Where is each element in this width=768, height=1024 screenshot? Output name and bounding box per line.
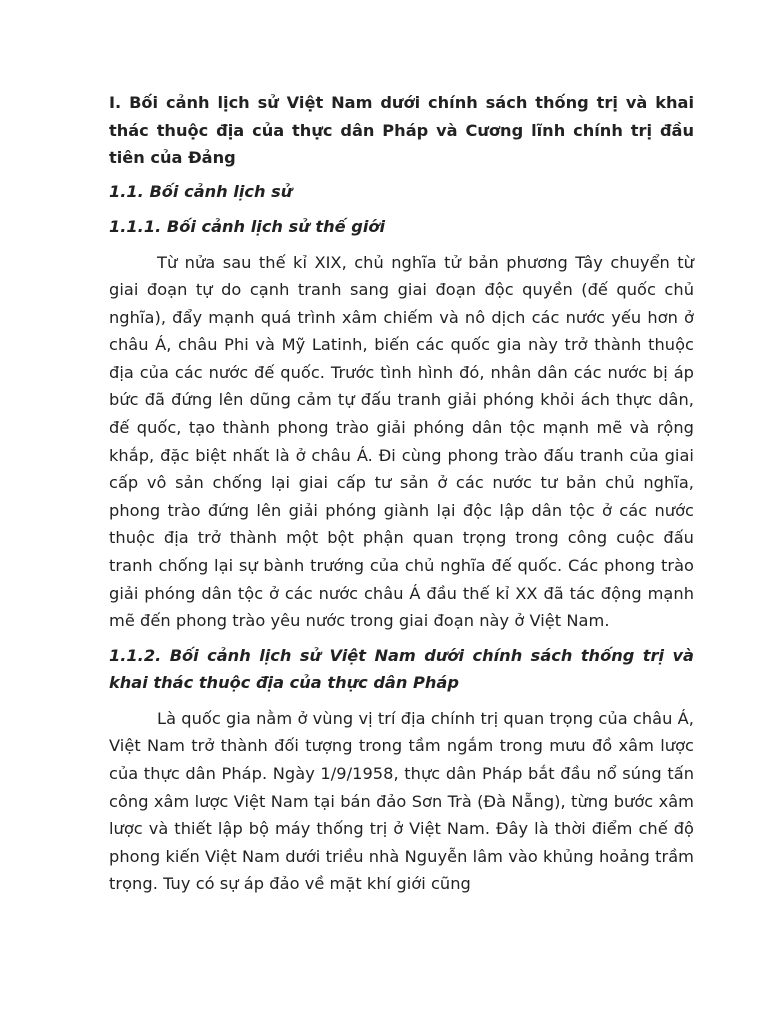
paragraph-vietnam-context: Là quốc gia nằm ở vùng vị trí địa chính trị quan trọng của châu Á, Việt Nam trở thành đối tượng trong tầm ngắm trong mưu đồ xâm lược của thực dân Pháp. Ngày 1/9/1958, thực dân Pháp bắt đầu nổ súng tấn công xâm lược Việt Nam tại bán đảo Sơn Trà (Đà Nẵng), từng bước xâm lược và thiết lập bộ máy thống trị ở Việt Nam. Đây là thời điểm chế độ phong kiến Việt Nam dưới triều nhà Nguyễn lâm vào khủng hoảng trầm trọng. Tuy có sự áp đảo về mặt khí giới cũng [109, 708, 694, 894]
section-heading-1-1-2: 1.1.2. Bối cảnh lịch sử Việt Nam dưới chính sách thống trị và khai thác thuộc địa của thực dân Pháp [109, 645, 694, 693]
section-heading-1-1-1: 1.1.1. Bối cảnh lịch sử thế giới [109, 217, 386, 236]
document-page [109, 89, 694, 905]
main-heading: I. Bối cảnh lịch sử Việt Nam dưới chính sách thống trị và khai thác thuộc địa của thực dân Pháp và Cương lĩnh chính trị đầu tiên của Đảng [109, 93, 694, 167]
paragraph-world-context: Từ nửa sau thế kỉ XIX, chủ nghĩa tử bản phương Tây chuyển từ giai đoạn tự do cạnh tranh sang giai đoạn độc quyền (đế quốc chủ nghĩa), đẩy mạnh quá trình xâm chiếm và nô dịch các nước yếu hơn ở châu Á, châu Phi và Mỹ Latinh, biến các quốc gia này trở thành thuộc địa của các nước đế quốc. Trước tình hình đó, nhân dân các nước bị áp bức đã đứng lên dũng cảm tự đấu tranh giải phóng khỏi ách thực dân, đế quốc, tạo thành phong trào giải phóng dân tộc mạnh mẽ và rộng khắp, đặc biệt nhất là ở châu Á. Đi cùng phong trào đấu tranh của giai cấp vô sản chống lại giai cấp tư sản ở các nước tư bản chủ nghĩa, phong trào đứng lên giải phóng giành lại độc lập dân tộc ở các nước thuộc địa trở thành một bột phận quan trọng trong công cuộc đấu tranh chống lại sự bành trướng của chủ nghĩa đế quốc. Các phong trào giải phóng dân tộc ở các nước châu Á đầu thế kỉ XX đã tác động mạnh mẽ đến phong trào yêu nước trong giai đoạn này ở Việt Nam. [109, 252, 694, 631]
section-heading-1-1: 1.1. Bối cảnh lịch sử [109, 181, 293, 201]
